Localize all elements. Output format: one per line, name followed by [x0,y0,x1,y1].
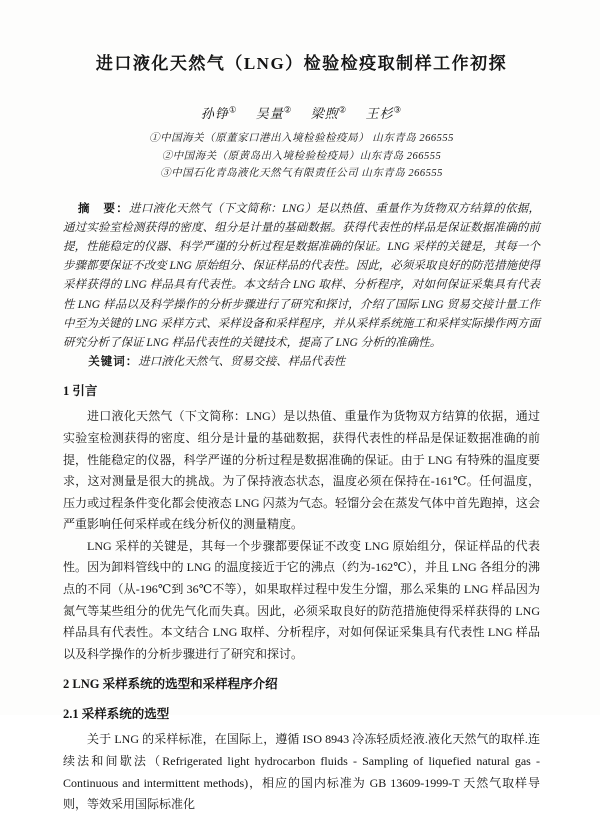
affiliation-line: ①中国海关（原董家口港出入境检验检疫局） 山东青岛 266555 [149,133,454,144]
abstract-paragraph [63,200,540,354]
author [201,106,238,121]
section-heading-sampling-system-selection: 2.1 采样系统的选型 [63,707,170,722]
author [256,106,293,121]
abstract-block [63,200,540,373]
keywords-text: 进口液化天然气、贸易交接、样品代表性 [138,356,346,369]
abstract-text: 进口液化天然气（下文简称：LNG）是以热值、重量作为货物双方结算的依据，通过实验室检测获得的密度、组分是计量的基础数据。获得代表性的样品是保证数据准确的前提，性能稳定的仪器、科学严谨的分析过程是数据准确的保证。LNG 采样的关键是，其每一个步骤都要保证不改变 LNG 原始组分、保证样品的代表性。因此，必须采取良好的防范措施使得采样获得的 LNG 样品具有代表性。本文结合 LNG 取样、分析程序，对如何保证采集具有代表性 LNG 样品以及科学操作的分析步骤进行了研究和探讨，介绍了国际 LNG 贸易交接计量工作中至为关键的 LNG 采样方式、采样设备和采样程序，并从采样系统施工和采样实际操作两方面研究分析了保证 LNG 样品代表性的关键技术，提高了 LNG 分析的准确性。 [63,202,541,349]
keywords-label: 关键词： [88,356,139,369]
section-heading-introduction: 1 引言 [63,384,98,399]
section-heading-sampling-system: 2 LNG 采样系统的选型和采样程序介绍 [63,677,278,692]
sampling-system-selection-section [63,729,540,815]
keywords-line [63,353,540,372]
abstract-label: 摘 要： [77,202,130,215]
author-line [63,105,540,123]
paragraph: 进口液化天然气（下文简称：LNG）是以热值、重量作为货物双方结算的依据，通过实验室检测获得的密度、组分是计量的基础数据，获得代表性的样品是保证数据准确的前提，性能稳定的仪器，科学严谨的分析过程是数据准确的保证。由于 LNG 有特殊的温度要求，这对测量是很大的挑战。为了保持液态状态，温度必须在保持在-161℃。任何温度，压力或过程条件变化都会使液态 LNG 闪蒸为气态。轻馏分会在蒸发气体中首先跑掉，这会严重影响任何采样或在线分析仪的测量精度。 [63,409,540,532]
author-name: 吴量 [255,106,284,121]
author [311,106,348,121]
paragraph: LNG 采样的关键是，其每一个步骤都要保证不改变 LNG 原始组分，保证样品的代表性。因为卸料管线中的 LNG 的温度接近于它的沸点（约为-162℃），并且 LNG 各组分的沸点的不同（从-196℃到 36℃不等），如果取样过程中发生分馏，那么采集的 LNG 样品因为氮气等某些组分的优先气化而失真。因此，必须采取良好的防范措施使得采样获得的 LNG 样品具有代表性。本文结合 LNG 取样、分析程序，对如何保证采集具有代表性 LNG 样品以及科学操作的分析步骤进行了研究和探讨。 [63,538,540,661]
paragraph: 关于 LNG 的采样标准，在国际上，遵循 ISO 8943 冷冻轻质烃液.液化天然气的取样.连续法和间歇法（Refrigerated light hydrocarbon fluids - Sampling of liquefied natural gas - Continuous and intermittent methods)，相应的国内标准为 GB 13609-1999-T 天然气取样导则，等效采用国际标准化 [63,732,540,812]
author-affiliation-mark: ② [283,104,293,115]
affiliation-line: ③中国石化青岛液化天然气有限责任公司 山东青岛 266555 [160,168,443,179]
author [366,106,403,121]
affiliations-block [63,130,540,183]
author-affiliation-mark: ③ [393,104,403,115]
author-name: 孙铮 [200,106,229,121]
paper-title: 进口液化天然气（LNG）检验检疫取制样工作初探 [95,54,508,73]
author-affiliation-mark: ② [338,104,348,115]
introduction-section [63,406,540,665]
author-name: 梁煦 [310,106,339,121]
author-name: 王杉 [365,106,394,121]
affiliation-line: ②中国海关（原黄岛出入境检验检疫局）山东青岛 266555 [161,150,442,162]
author-affiliation-mark: ① [228,104,238,115]
